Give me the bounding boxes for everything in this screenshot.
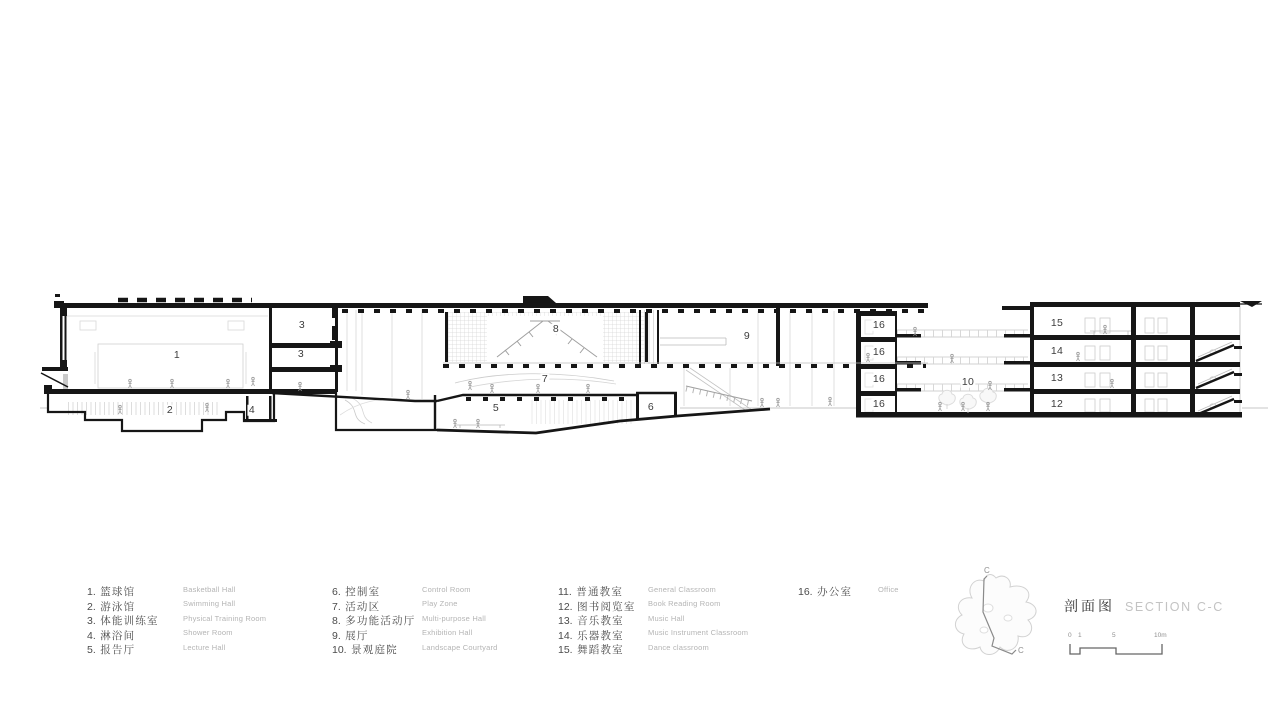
legend-column-3 xyxy=(558,582,749,657)
room-number-label: 16 xyxy=(872,397,886,410)
legend-item: 16. 办公室 Office xyxy=(798,584,899,598)
room-number-label: 15 xyxy=(1050,316,1064,329)
legend-column-1 xyxy=(87,582,267,657)
legend-item: 12. 图书阅览室 Book Reading Room xyxy=(558,599,721,613)
legend-item: 9. 展厅 Exhibition Hall xyxy=(332,628,473,642)
key-plan-outline xyxy=(950,560,1042,668)
scale-tick-label: 0 xyxy=(1068,632,1072,639)
legend-column-2 xyxy=(332,582,498,657)
legend-item: 10. 景观庭院 Landscape Courtyard xyxy=(332,642,498,657)
room-number-label: 5 xyxy=(492,401,500,414)
legend-item: 6. 控制室 Control Room xyxy=(332,584,471,598)
scale-tick-label: 10m xyxy=(1154,632,1167,639)
title-block xyxy=(1064,596,1224,616)
room-number-label: 3 xyxy=(297,347,305,360)
room-number-label: 16 xyxy=(872,372,886,385)
drawing-title-zh: 剖面图 xyxy=(1064,598,1115,614)
legend-item: 8. 多功能活动厅 Multi-purpose Hall xyxy=(332,613,487,628)
legend-item: 4. 淋浴间 Shower Room xyxy=(87,628,233,642)
legend-item: 1. 篮球馆 Basketball Hall xyxy=(87,584,236,598)
legend-item: 5. 报告厅 Lecture Hall xyxy=(87,642,226,657)
legend-item: 7. 活动区 Play Zone xyxy=(332,599,458,613)
room-number-label: 3 xyxy=(298,318,306,331)
room-number-label: 7 xyxy=(541,372,549,385)
key-plan xyxy=(950,560,1042,668)
room-number-label: 4 xyxy=(248,403,256,416)
room-number-label: 1 xyxy=(173,348,181,361)
room-number-label: 2 xyxy=(166,403,174,416)
room-number-label: 16 xyxy=(872,345,886,358)
legend-item: 3. 体能训练室 Physical Training Room xyxy=(87,613,267,628)
section-marker-c-top: C xyxy=(984,566,990,575)
room-number-label: 12 xyxy=(1050,397,1064,410)
room-number-label: 16 xyxy=(872,318,886,331)
legend-item: 13. 音乐教室 Music Hall xyxy=(558,613,685,628)
room-number-label: 8 xyxy=(552,322,560,335)
drawing-title-en: SECTION C-C xyxy=(1125,600,1224,614)
legend-item: 2. 游泳馆 Swimming Hall xyxy=(87,599,236,613)
legend-item: 14. 乐器教室 Music Instrument Classroom xyxy=(558,628,749,642)
section-marker-c-bottom: C xyxy=(1018,646,1024,655)
room-number-label: 9 xyxy=(743,329,751,342)
legend-column-4 xyxy=(798,582,899,598)
room-number-label: 10 xyxy=(961,375,975,388)
room-number-label: 14 xyxy=(1050,344,1064,357)
room-number-label: 6 xyxy=(647,400,655,413)
legend-item: 11. 普通教室 General Classroom xyxy=(558,584,717,598)
room-number-label: 13 xyxy=(1050,371,1064,384)
scale-tick-label: 5 xyxy=(1112,632,1116,639)
scale-tick-label: 1 xyxy=(1078,632,1082,639)
legend-item: 15. 舞蹈教室 Dance classroom xyxy=(558,642,709,657)
scale-bar xyxy=(1066,632,1176,662)
